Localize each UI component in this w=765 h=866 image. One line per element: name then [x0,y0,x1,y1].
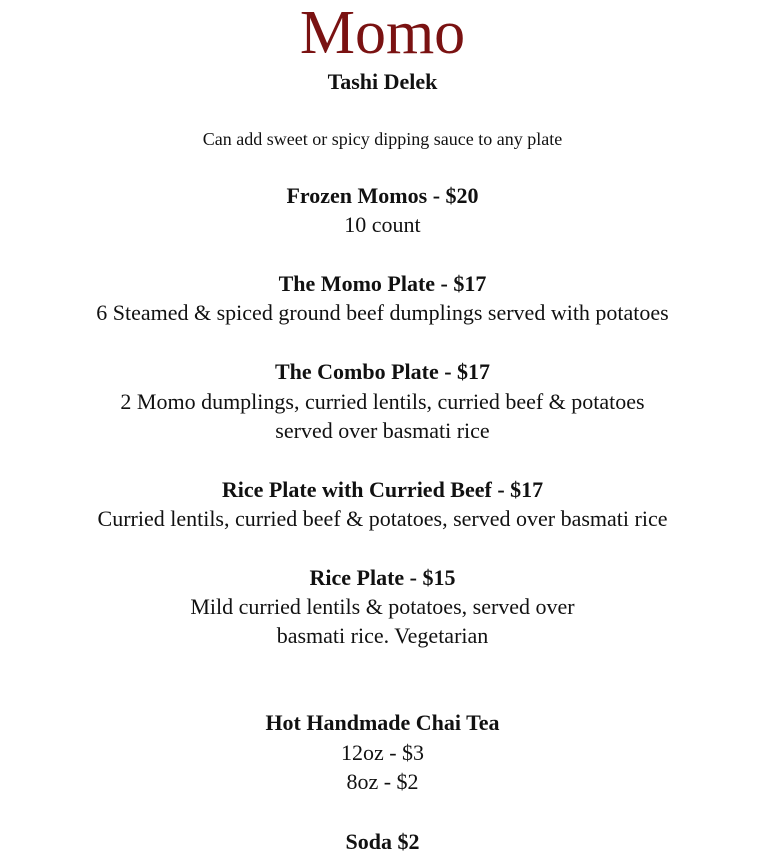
restaurant-title: Momo [299,0,466,67]
menu-item-desc-rice-plate-2: basmati rice. Vegetarian [276,623,489,648]
menu-item-heading-combo-plate: The Combo Plate - $17 [274,359,491,384]
menu-item-heading-rice-plate-beef: Rice Plate with Curried Beef - $17 [221,477,544,502]
menu-item-desc-rice-plate-beef: Curried lentils, curried beef & potatoes, served over basmati rice [97,506,668,531]
drink-heading-soda: Soda $2 [345,829,420,854]
menu-item-desc-rice-plate-1: Mild curried lentils & potatoes, served over [190,594,575,619]
sauce-note: Can add sweet or spicy dipping sauce to any plate [202,129,563,149]
menu-item-desc-frozen-momos: 10 count [344,212,421,237]
menu-item-heading-frozen-momos: Frozen Momos - $20 [286,183,479,208]
menu-item-desc-momo-plate: 6 Steamed & spiced ground beef dumplings served with potatoes [96,300,669,325]
menu-item-heading-rice-plate: Rice Plate - $15 [309,565,456,590]
menu-item-heading-momo-plate: The Momo Plate - $17 [278,271,487,296]
restaurant-subtitle: Tashi Delek [327,69,438,94]
menu-item-desc-combo-plate-2: served over basmati rice [275,418,490,443]
drink-heading-chai-tea: Hot Handmade Chai Tea [265,710,500,735]
drink-size-8oz: 8oz - $2 [346,769,419,794]
drink-size-12oz: 12oz - $3 [340,740,425,765]
menu-item-desc-combo-plate-1: 2 Momo dumplings, curried lentils, curried beef & potatoes [120,389,645,414]
